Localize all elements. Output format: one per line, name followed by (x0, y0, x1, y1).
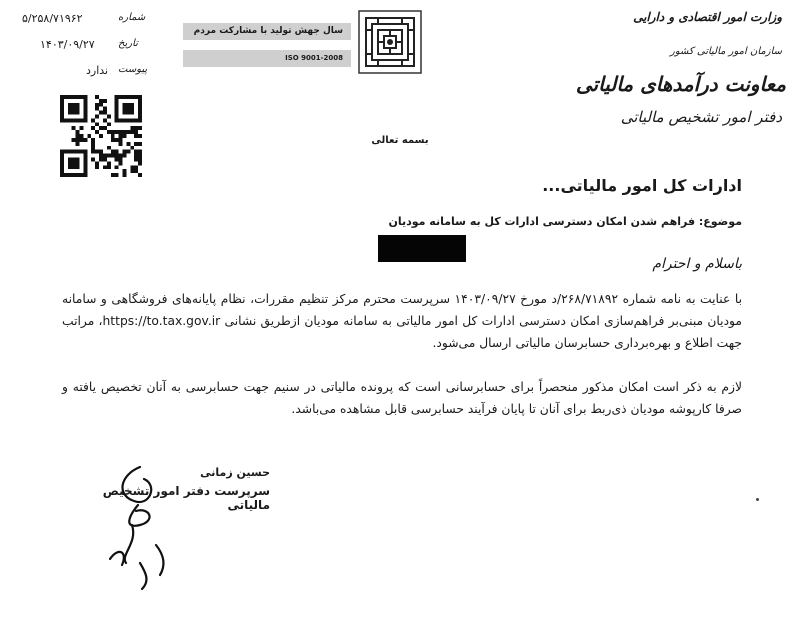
office-name: دفتر امور تشخیص مالیاتی (620, 108, 782, 126)
redaction-block (378, 235, 466, 262)
body-paragraph-2: لازم به ذکر است امکان مذکور منحصراً برای حسابرسانی است که پرونده مالیاتی در سنیم جهت حسابرسی به آنان تخصیص یافته و صرفا کارپوشه مودیان ذی‌ربط برای آنان تا پایان فرآیند حسابرسی قابل مشاهده می‌باشد. (62, 380, 742, 416)
iso-banner (183, 50, 351, 67)
greeting: باسلام و احترام (652, 256, 742, 272)
ministry-name: وزارت امور اقتصادی و دارایی (633, 10, 782, 24)
slogan-banner: سال جهش تولید با مشارکت مردم (183, 23, 351, 40)
letter-number: ۵/۲۵۸/۷۱۹۶۲ (22, 12, 83, 25)
qr-code-icon (60, 95, 142, 177)
bismillah: بسمه تعالی (371, 135, 429, 146)
letter-date: ۱۴۰۳/۰۹/۲۷ (40, 38, 95, 51)
body-paragraph-1: با عنایت به نامه شماره ۲۶۸/۷۱۸۹۲/د مورخ ۱۴۰۳/۰۹/۲۷ سرپرست محترم مرکز تنظیم مقررات، نظام پایانه‌های فروشگاهی و سامانه مودیان مبنی‌بر فراهم‌سازی امکان دسترسی ادارات کل امور مالیاتی به سامانه مودیان ازطریق نشانی https://to.tax.gov.ir، مراتب جهت اطلاع و بهره‌برداری حسابرسان مالیاتی ارسال می‌شود. (62, 292, 742, 350)
speck (756, 498, 759, 501)
organization-name: سازمان امور مالیاتی کشور (670, 46, 782, 57)
letter-attachment: ندارد (86, 64, 109, 77)
iran-emblem-icon (358, 10, 422, 74)
addressee: ادارات کل امور مالیاتی... (542, 176, 742, 195)
deputy-name: معاونت درآمدهای مالیاتی (575, 72, 786, 96)
letter-number-label: شماره (118, 12, 146, 23)
letter-attachment-label: پیوست (118, 64, 148, 75)
signatory-title: سرپرست دفتر امور تشخیص مالیاتی (102, 484, 270, 512)
iso-label: ISO 9001-2008 (285, 54, 343, 62)
letter-date-label: تاریخ (118, 38, 138, 49)
signatory-name: حسین زمانی (200, 466, 270, 479)
subject-line: موضوع: فراهم شدن امکان دسترسی ادارات کل به سامانه مودیان (388, 215, 742, 228)
